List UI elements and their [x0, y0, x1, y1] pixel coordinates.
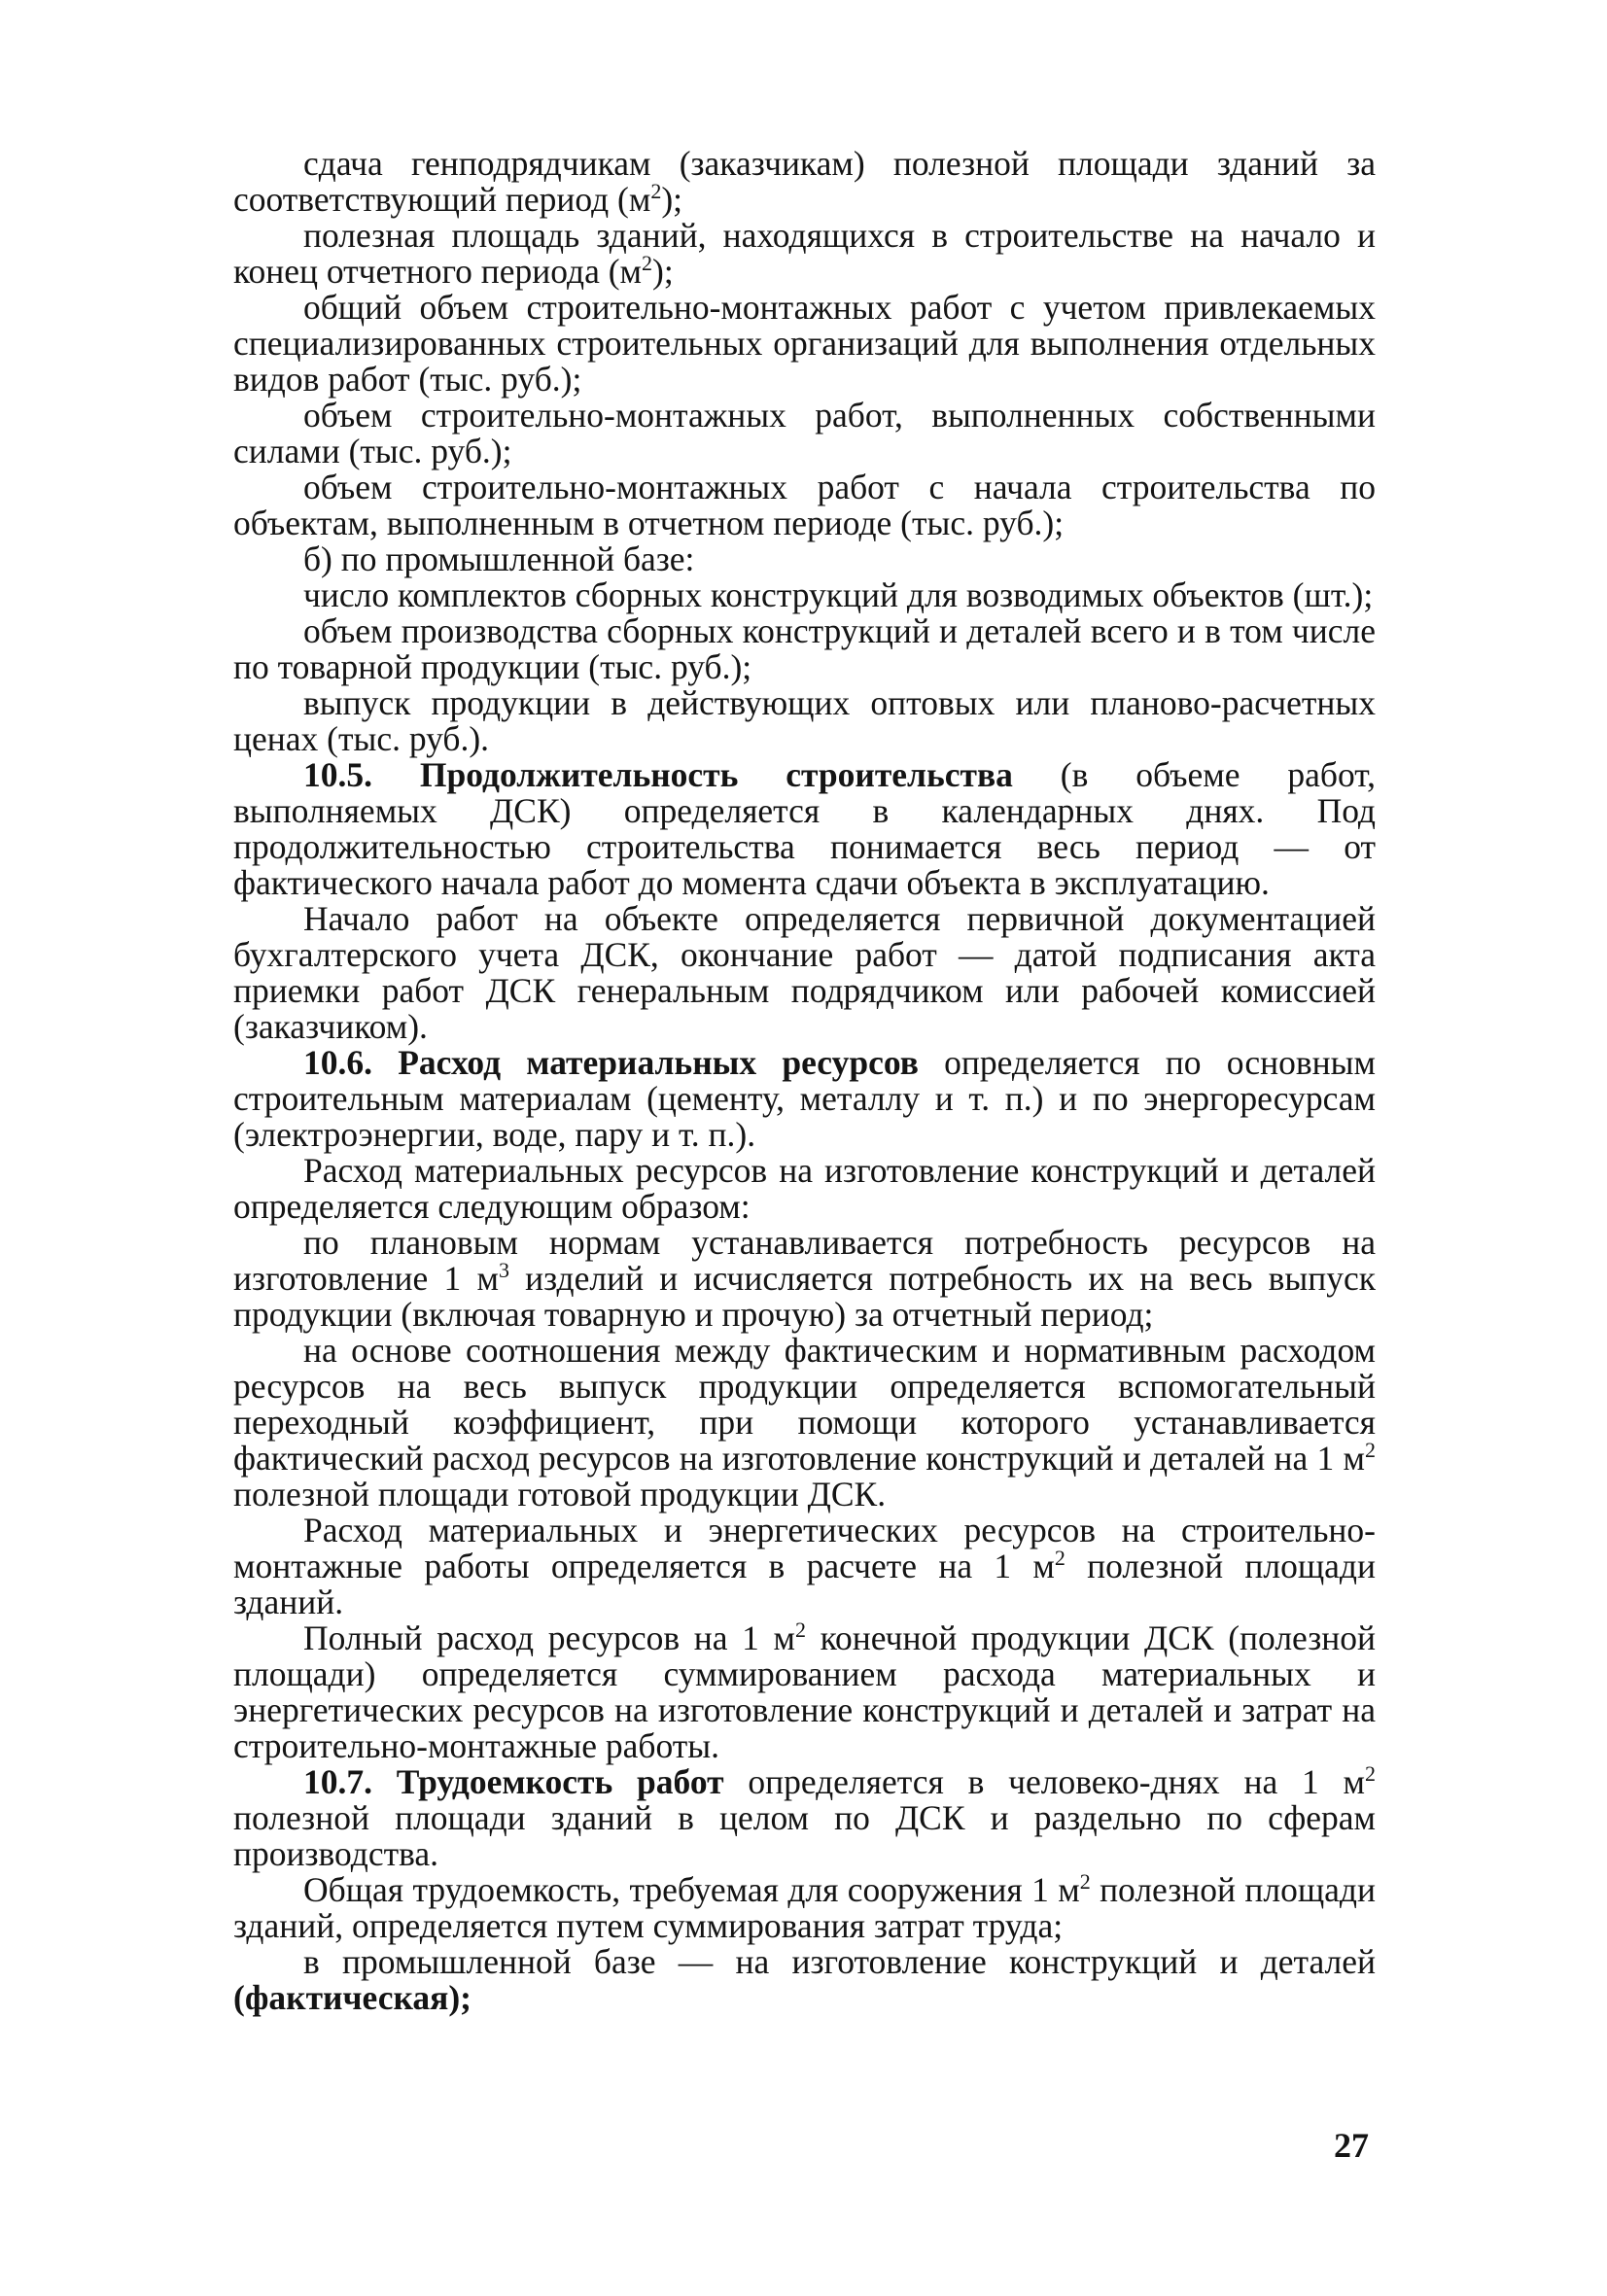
paragraph-7: [233, 577, 1376, 613]
paragraph-4: [233, 398, 1376, 470]
paragraph-9: [233, 685, 1376, 757]
section-10-6: [233, 1045, 1376, 1153]
bold-note: (фактическая);: [233, 1978, 472, 2017]
paragraph-6: [233, 541, 1376, 577]
paragraph-text: в промышленной базе — на изготовление конструкций и деталей: [303, 1942, 1376, 1981]
paragraph-11: [233, 901, 1376, 1045]
section-heading: 10.7. Трудоемкость работ: [303, 1762, 724, 1801]
paragraph-text: Общая трудоемкость, требуемая для сооружения 1 $м^2$ полезной площади зданий, определяется путем суммирования затрат труда;: [233, 1868, 1376, 1945]
page-number: 27: [1334, 2126, 1369, 2165]
paragraph-8: [233, 613, 1376, 685]
paragraph-16: [233, 1513, 1376, 1620]
paragraph-text: Расход материальных и энергетических ресурсов на строительно-монтажные работы определяется в расчете на 1 $м^2$ полезной площади зданий.: [233, 1511, 1376, 1621]
paragraph-text: Начало работ на объекте определяется первичной документацией бухгалтерского учета ДСК, окончание работ — датой подписания акта приемки работ ДСК генеральным подрядчиком или рабочей комиссией (заказчиком).: [233, 899, 1376, 1046]
paragraph-text: Полный расход ресурсов на 1 $м^2$ конечной продукции ДСК (полезной площади) определяется суммированием расхода материальных и энергетических ресурсов на изготовление конструкций и деталей и затрат на строительно-монтажные работы.: [233, 1617, 1376, 1765]
paragraph-13: [233, 1153, 1376, 1225]
paragraph-17: [233, 1617, 1376, 1765]
paragraph-text: определяется по основным строительным материалам (цементу, металлу и т. п.) и по энергоресурсам (электроэнергии, воде, пару и т. п.).: [233, 1043, 1376, 1154]
paragraph-text: объем производства сборных конструкций и деталей всего и в том числе по товарной продукции (тыс. руб.);: [233, 611, 1376, 686]
section-heading: 10.5. Продолжительность строительства: [303, 755, 1013, 794]
paragraph-text: объем строительно-монтажных работ с начала строительства по объектам, выполненным в отчетном периоде (тыс. руб.);: [233, 468, 1376, 542]
paragraph-text: на основе соотношения между фактическим и нормативным расходом ресурсов на весь выпуск продукции определяется вспомогательный переходный коэффициент, при помощи которого устанавливается фактический расход ресурсов на изготовление конструкций и деталей на 1 $м^2$ полезной площади готовой продукции ДСК.: [233, 1331, 1376, 1513]
paragraph-text: (в объеме работ, выполняемых ДСК) определяется в календарных днях. Под продолжительностью строительства понимается весь период — от фактического начала работ до момента сдачи объекта в эксплуатацию.: [233, 755, 1376, 902]
paragraph-text: объем строительно-монтажных работ, выполненных собственными силами (тыс. руб.);: [233, 396, 1376, 470]
paragraph-14: [233, 1225, 1376, 1333]
paragraph-19: [233, 1868, 1376, 1945]
paragraph-text: выпуск продукции в действующих оптовых или планово-расчетных ценах (тыс. руб.).: [233, 683, 1376, 758]
paragraph-text: общий объем строительно-монтажных работ с учетом привлекаемых специализированных строительных организаций для выполнения отдельных видов работ (тыс. руб.);: [233, 288, 1376, 399]
paragraph-text: число комплектов сборных конструкций для возводимых объектов (шт.);: [303, 575, 1374, 614]
paragraph-text: сдача генподрядчикам (заказчикам) полезной площади зданий за соответствующий период $(м^2)$;: [233, 144, 1376, 219]
paragraph-2: [233, 218, 1376, 290]
paragraph-text: Расход материальных ресурсов на изготовление конструкций и деталей определяется следующим образом:: [233, 1151, 1376, 1226]
page-body: [233, 146, 1376, 2016]
paragraph-text: по плановым нормам устанавливается потребность ресурсов на изготовление 1 $м^3$ изделий и исчисляется потребность их на весь выпуск продукции (включая товарную и прочую) за отчетный период;: [233, 1223, 1376, 1334]
section-10-5: [233, 757, 1376, 901]
paragraph-text: определяется в человеко-днях на 1 $м^2$ полезной площади зданий в целом по ДСК и раздельно по сферам производства.: [233, 1760, 1376, 1873]
section-heading: 10.6. Расход материальных ресурсов: [303, 1043, 919, 1082]
paragraph-text: б) по промышленной базе:: [303, 539, 695, 578]
paragraph-3: [233, 290, 1376, 398]
section-10-7: [233, 1760, 1376, 1873]
paragraph-15: [233, 1333, 1376, 1513]
paragraph-1: [233, 146, 1376, 218]
paragraph-20: [233, 1944, 1376, 2016]
paragraph-text: полезная площадь зданий, находящихся в строительстве на начало и конец отчетного периода $(м^2)$;: [233, 216, 1376, 291]
paragraph-5: [233, 470, 1376, 541]
